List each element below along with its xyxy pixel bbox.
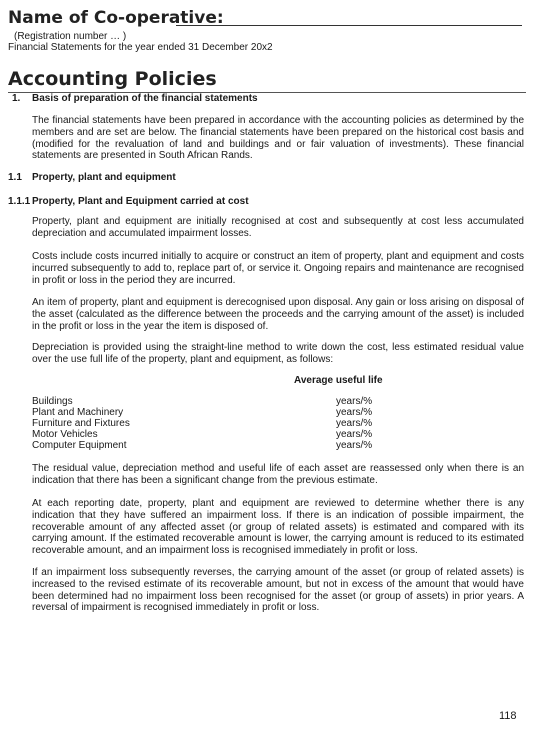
useful-life-value: years/% (336, 440, 373, 451)
section-1-1-heading: Property, plant and equipment (32, 172, 176, 183)
policy-paragraph: The residual value, depreciation method and useful life of each asset are reassessed only when there is an indication that there has been a significant change from the previous estimate. (32, 463, 524, 486)
title-divider (8, 92, 526, 93)
section-1-1-number: 1.1 (8, 172, 22, 183)
section-1-paragraph: The financial statements have been prepared in accordance with the accounting policies as determined by the members and are set are below. The financial statements have been prepared on the historical cost basis and (modified for the revaluation of land and buildings and or fair valuation of investments). These financial statements are presented in South African Rands. (32, 115, 524, 162)
registration-number: (Registration number … ) (14, 31, 127, 42)
asset-class: Plant and Machinery (32, 407, 124, 418)
financial-statements-period: Financial Statements for the year ended 31 December 20x2 (8, 42, 273, 53)
asset-class: Computer Equipment (32, 440, 127, 451)
page-title: Accounting Policies (8, 68, 217, 90)
section-1-1-1-heading: Property, Plant and Equipment carried at cost (32, 196, 249, 207)
section-1-number: 1. (12, 93, 21, 104)
useful-life-value: years/% (336, 429, 373, 440)
section-1-heading: Basis of preparation of the financial statements (32, 93, 258, 104)
policy-paragraph: At each reporting date, property, plant and equipment are reviewed to determine whether there is any indication that they have suffered an impairment loss. If there is an indication of possible impairment, the recoverable amount of any affected asset (or group of related assets) is estimated and compared with its carrying amount. If the estimated recoverable amount is lower, the carrying amount is reduced to its estimated recoverable amount, and an impairment loss is recognised immediately in profit or loss. (32, 498, 524, 557)
policy-paragraph: Costs include costs incurred initially to acquire or construct an item of property, plant and equipment and costs incurred subsequently to add to, replace part of, or service it. Ongoing repairs and maintenance are recognised in profit or loss in the period they are incurred. (32, 251, 524, 286)
page-number: 118 (499, 710, 517, 722)
useful-life-value: years/% (336, 407, 373, 418)
table-row (32, 441, 127, 452)
useful-life-column-header: Average useful life (294, 375, 383, 386)
cooperative-name-label: Name of Co-operative: (8, 8, 224, 28)
policy-paragraph: An item of property, plant and equipment is derecognised upon disposal. Any gain or loss arising on disposal of the asset (calculated as the difference between the proceeds and the carrying amount of the asset) is included in the profit or loss in the year the item is disposed of. (32, 297, 524, 332)
policy-paragraph: If an impairment loss subsequently reverses, the carrying amount of the asset (or group of related assets) is increased to the revised estimate of its recoverable amount, but not in excess of the amount that would have been determined had no impairment loss been recognised for the asset (or group of assets) in prior years. A reversal of impairment is recognised immediately in profit or loss. (32, 567, 524, 614)
useful-life-value: years/% (336, 418, 373, 429)
useful-life-value: years/% (336, 396, 373, 407)
asset-class: Buildings (32, 396, 73, 407)
asset-class: Motor Vehicles (32, 429, 98, 440)
policy-paragraph: Depreciation is provided using the straight-line method to write down the cost, less estimated residual value over the use full life of the property, plant and equipment, as follows: (32, 342, 524, 365)
cooperative-name-blank-line (176, 25, 522, 26)
policy-paragraph: Property, plant and equipment are initially recognised at cost and subsequently at cost less accumulated depreciation and accumulated impairment losses. (32, 216, 524, 239)
section-1-1-1-number: 1.1.1 (8, 196, 31, 207)
asset-class: Furniture and Fixtures (32, 418, 130, 429)
